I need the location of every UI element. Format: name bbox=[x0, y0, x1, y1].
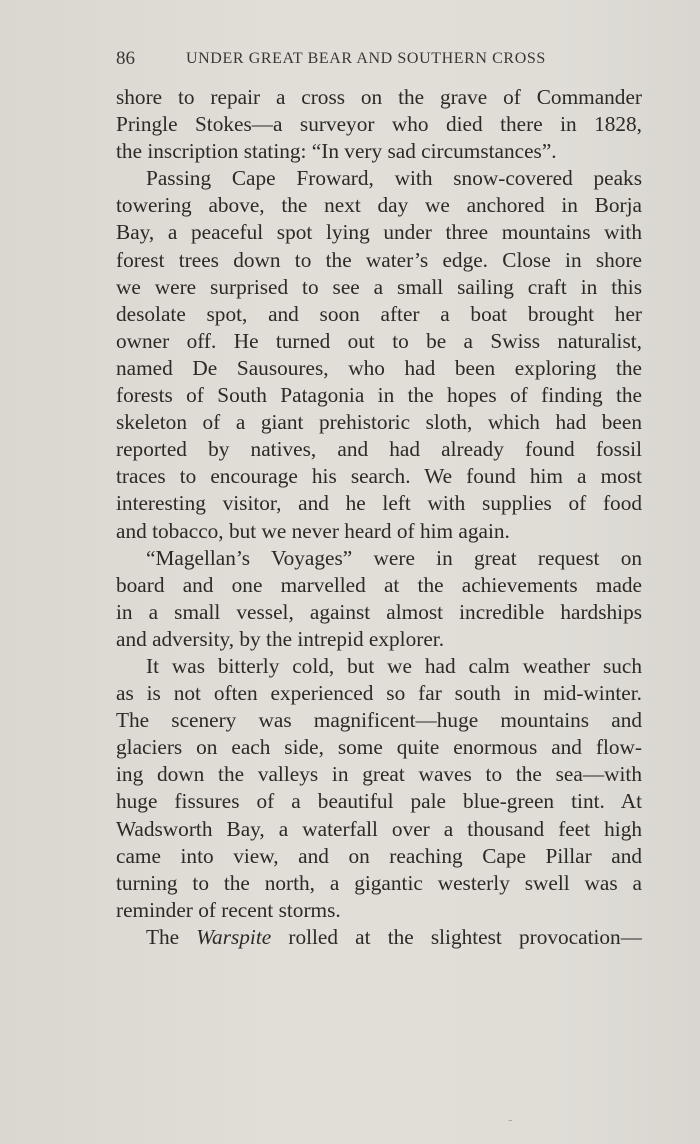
running-head bbox=[116, 48, 642, 74]
text-line: forest trees down to the water’s edge. Close in shore bbox=[116, 247, 642, 272]
text-line: we were surprised to see a small sailing craft in this bbox=[116, 274, 642, 299]
text-line: turning to the north, a gigantic westerly swell was a bbox=[116, 870, 642, 895]
paragraph-start-line: It was bitterly cold, but we had calm weather such bbox=[146, 653, 642, 678]
text-line: huge fissures of a beautiful pale blue-green tint. At bbox=[116, 789, 642, 814]
text-line: came into view, and on reaching Cape Pillar and bbox=[116, 843, 642, 868]
paragraph-start-line: Passing Cape Froward, with snow-covered peaks bbox=[146, 166, 642, 191]
text-line: reported by natives, and had already found fossil bbox=[116, 437, 642, 462]
text-line: towering above, the next day we anchored in Borja bbox=[116, 193, 642, 218]
text-line: as is not often experienced so far south in mid-winter. bbox=[116, 681, 642, 706]
text-line: Wadsworth Bay, a waterfall over a thousand feet high bbox=[116, 816, 642, 841]
page-blemish-mark: ⁻ bbox=[508, 1118, 513, 1128]
paragraph-start-line bbox=[116, 924, 642, 951]
text-line: glaciers on each side, some quite enormous and flow- bbox=[116, 735, 642, 760]
body-text bbox=[116, 84, 642, 951]
text-line: skeleton of a giant prehistoric sloth, which had been bbox=[116, 410, 642, 435]
text-line: Pringle Stokes—a surveyor who died there in 1828, bbox=[116, 112, 642, 137]
ship-name: Warspite bbox=[196, 924, 272, 949]
text-line: forests of South Patagonia in the hopes of finding the bbox=[116, 383, 642, 408]
text-line: named De Sausoures, who had been exploring the bbox=[116, 355, 642, 380]
page-number: 86 bbox=[116, 48, 135, 69]
text-fragment: The bbox=[146, 924, 197, 949]
text-line: The scenery was magnificent—huge mountains and bbox=[116, 708, 642, 733]
text-line: the inscription stating: “In very sad circumstances”. bbox=[116, 139, 557, 164]
text-line: and adversity, by the intrepid explorer. bbox=[116, 626, 445, 651]
text-line: desolate spot, and soon after a boat brought her bbox=[116, 301, 642, 326]
text-line: ing down the valleys in great waves to the sea—with bbox=[116, 762, 642, 787]
text-line: board and one marvelled at the achievements made bbox=[116, 572, 642, 597]
text-line: interesting visitor, and he left with supplies of food bbox=[116, 491, 642, 516]
paragraph-start-line: “Magellan’s Voyages” were in great request on bbox=[146, 545, 642, 570]
running-title: UNDER GREAT BEAR AND SOUTHERN CROSS bbox=[186, 50, 546, 67]
text-line: shore to repair a cross on the grave of Commander bbox=[116, 85, 642, 109]
text-line: owner off. He turned out to be a Swiss naturalist, bbox=[116, 328, 642, 353]
text-fragment: rolled at the slightest provocation— bbox=[271, 924, 642, 949]
text-line: traces to encourage his search. We found him a most bbox=[116, 464, 642, 489]
text-line: Bay, a peaceful spot lying under three mountains with bbox=[116, 220, 642, 245]
text-line: in a small vessel, against almost incredible hardships bbox=[116, 599, 642, 624]
text-line: reminder of recent storms. bbox=[116, 897, 341, 922]
text-line: and tobacco, but we never heard of him again. bbox=[116, 518, 510, 543]
